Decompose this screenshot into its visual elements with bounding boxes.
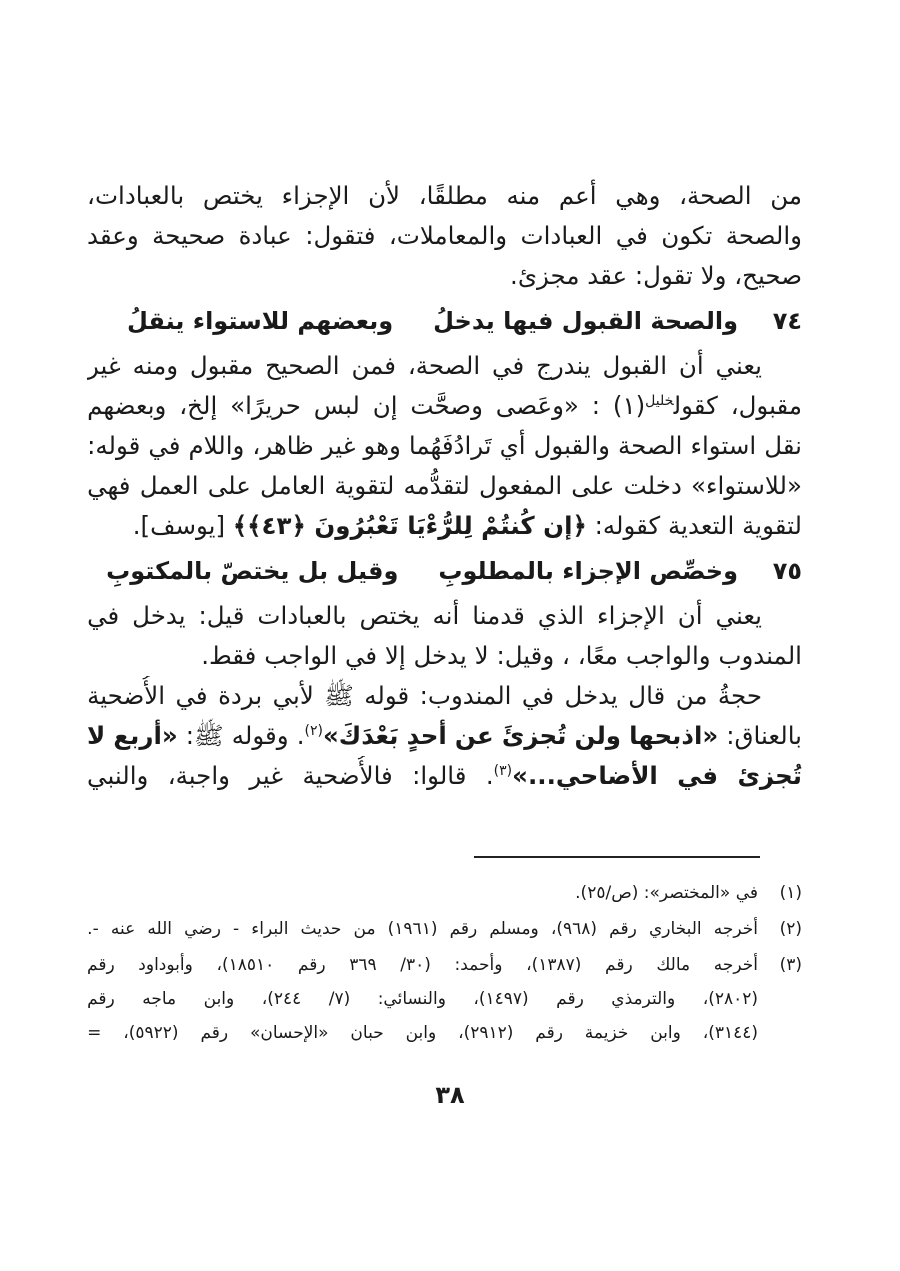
word: ومسلم — [489, 919, 539, 939]
word: وهو — [363, 431, 401, 460]
footnote-marker[interactable]: (٢) — [304, 722, 323, 739]
word: فهي — [87, 471, 131, 500]
word: وابن — [203, 989, 235, 1009]
footnote-number: (١) — [779, 883, 802, 903]
word: يدخل — [132, 601, 186, 630]
footnote-number: (٢) — [779, 919, 802, 939]
verse-hemistich-first: وخصِّص الإجزاء بالمطلوبِ — [438, 557, 738, 585]
verse-75 — [87, 548, 802, 594]
word: (٧/ — [328, 989, 351, 1009]
word: (٢٩١٢)، — [458, 1023, 514, 1043]
word: (١٤٩٧)، — [473, 989, 529, 1009]
word: صحيحة — [152, 221, 226, 250]
word: واللام — [188, 431, 245, 460]
hadith-word: بَعْدَكَ» — [322, 721, 399, 750]
word: أي — [499, 431, 526, 460]
text-line — [87, 216, 802, 256]
word: ظاهر، — [252, 431, 314, 460]
word: معًا، — [577, 641, 619, 670]
verse-hemistich-second: وبعضهم للاستواء ينقلُ — [126, 307, 394, 335]
word: من — [353, 919, 376, 939]
word: = — [87, 1023, 102, 1043]
word-with-footnote — [613, 386, 718, 426]
word: دخلت — [623, 471, 682, 500]
word: ٢٥). — [575, 883, 606, 903]
word: وأبوداود — [138, 955, 193, 975]
word: فمن — [351, 351, 396, 380]
footnotes — [87, 876, 802, 1052]
word: لأبي — [272, 681, 314, 710]
footnote-line — [87, 948, 758, 982]
word: (٩٦٨)، — [550, 919, 598, 939]
word: وقوله — [231, 721, 289, 750]
word: وصحَّت — [410, 391, 483, 420]
word: ٢٤٤)، — [261, 989, 302, 1009]
word: قال — [628, 681, 666, 710]
word: تكون — [661, 221, 713, 250]
word: لبس — [313, 391, 360, 420]
word-with-footnote — [486, 756, 658, 796]
word: (١٣٨٧)، — [526, 955, 582, 975]
text-line — [87, 506, 802, 546]
word: أخرجه — [713, 955, 758, 975]
page-number: ٣٨ — [435, 1081, 465, 1109]
word: المندوب: — [419, 681, 512, 710]
word: الصحيح — [265, 351, 340, 380]
word: يختص — [359, 601, 420, 630]
word: صحيح، — [734, 261, 802, 290]
word: الصحة، — [679, 181, 752, 210]
hadith-word: الأضاحي...» — [512, 761, 658, 790]
word: حريرًا» — [230, 391, 301, 420]
word: (١٩٦١) — [387, 919, 438, 939]
word: على — [571, 471, 615, 500]
word-with-footnote — [297, 716, 399, 756]
word: رقم — [535, 1023, 563, 1043]
word: (٢٨٠٢)، — [702, 989, 758, 1009]
hadith-word: أحدٍ — [406, 721, 447, 750]
word: من — [770, 181, 802, 210]
word: لتقوية — [742, 511, 802, 540]
word: رضي — [184, 919, 221, 939]
word: يدخل — [564, 681, 618, 710]
word: رقم — [87, 989, 115, 1009]
word: العامل — [260, 471, 326, 500]
word: تَرادُفَهُما — [408, 431, 492, 460]
text-line — [87, 716, 802, 756]
word: الذي — [537, 601, 585, 630]
footnote-line — [87, 876, 758, 910]
hadith-word: تُجزئ — [737, 761, 802, 790]
word: عبادة — [238, 221, 292, 250]
word: أن — [678, 351, 704, 380]
word: أن — [677, 601, 703, 630]
word: غير — [87, 351, 121, 380]
word: مالك — [656, 955, 691, 975]
word: قالوا: — [412, 761, 467, 790]
word: إلا — [384, 641, 406, 670]
word: من — [675, 681, 708, 710]
word: خزيمة — [584, 1023, 629, 1043]
word: قيل: — [198, 601, 245, 630]
salawat-glyph: ﷺ — [324, 681, 354, 710]
word: يعني — [715, 351, 762, 380]
footnote-body — [87, 948, 758, 1050]
verse-hemistich-second: وقيل بل يختصّ بالمكتوبِ — [106, 557, 399, 585]
hadith-word: عن — [454, 721, 494, 750]
word: والمعاملات، — [388, 221, 508, 250]
word: رقم — [605, 955, 633, 975]
word: «المختصر»: — [643, 883, 731, 903]
word: واجبة، — [167, 761, 230, 790]
hadith-word: لا — [87, 721, 106, 750]
word: أعم — [558, 181, 597, 210]
word: يختص — [202, 181, 263, 210]
text-line — [87, 346, 802, 386]
word: رقم — [87, 955, 115, 975]
word: عقد — [587, 261, 628, 290]
footnote-marker[interactable]: خليل — [645, 392, 674, 409]
word: «للاستواء» — [691, 471, 802, 500]
word: حبان — [350, 1023, 384, 1043]
text-line — [87, 466, 802, 506]
word: في — [148, 431, 181, 460]
word: المفعول — [479, 471, 563, 500]
word: قوله — [364, 681, 410, 710]
word: رقم — [449, 919, 478, 939]
verse-number: ٧٥ — [772, 557, 802, 585]
word: العمل — [139, 471, 199, 500]
word: فالأُضحية — [302, 761, 393, 790]
text-line — [87, 756, 802, 796]
word: (٣٠/ — [400, 955, 431, 975]
hadith-word: ولن — [574, 721, 622, 750]
word: في — [87, 601, 120, 630]
word: وابن — [650, 1023, 681, 1043]
punctuation: . — [296, 721, 305, 750]
word: في — [175, 681, 208, 710]
footnote-line — [87, 1016, 758, 1050]
salawat-glyph: ﷺ: — [185, 721, 224, 750]
word: في — [492, 351, 525, 380]
word: المندوب — [718, 641, 802, 670]
word: إن — [372, 391, 398, 420]
word: بردة — [218, 681, 263, 710]
word: الله — [147, 919, 172, 939]
word: : — [591, 391, 601, 420]
hadith-word: تُجزئَ — [501, 721, 567, 750]
word: التعدية — [668, 511, 735, 540]
word: رقم — [556, 989, 584, 1009]
word: وقيل: — [496, 641, 555, 670]
text-line — [87, 596, 802, 636]
word: والصحة — [725, 221, 802, 250]
word: (٥٩٢٢)، — [123, 1023, 179, 1043]
word: لا — [474, 641, 489, 670]
word: (٣١٤٤)، — [702, 1023, 758, 1043]
word: الصحة، — [407, 351, 481, 380]
word: (ص/ — [605, 883, 639, 903]
word: القبول — [602, 351, 668, 380]
word: -. — [87, 919, 99, 939]
main-text — [87, 176, 802, 796]
word: لتقدُّمه — [403, 471, 470, 500]
word: ١٨٥١٠)، — [216, 955, 275, 975]
hadith-word: «اذبحها — [629, 721, 719, 750]
footnote-1 — [87, 876, 802, 910]
word: لتقوية — [334, 471, 395, 500]
word: ومنه — [132, 351, 179, 380]
word: ولا — [700, 261, 727, 290]
text-line — [87, 256, 802, 296]
word: إلخ، — [179, 391, 218, 420]
word: والواجب — [625, 641, 711, 670]
paragraph-1 — [87, 176, 802, 296]
text-line — [87, 426, 802, 466]
word: والنسائي: — [377, 989, 446, 1009]
paragraph-4 — [87, 676, 802, 796]
word: عنه — [110, 919, 136, 939]
hadith-word: «أربع — [113, 721, 178, 750]
text-line — [87, 176, 802, 216]
word: فقط. — [201, 641, 257, 670]
text-line — [87, 386, 802, 426]
word: أنه — [432, 601, 460, 630]
word: حجةُ — [717, 681, 762, 710]
footnote-body — [87, 876, 758, 910]
word: في — [615, 221, 648, 250]
word: يدخل — [413, 641, 467, 670]
footnote-body — [87, 912, 758, 946]
word: يندرج — [536, 351, 591, 380]
word: البخاري — [648, 919, 702, 939]
word: أخرجه — [713, 919, 758, 939]
word: رقم — [200, 1023, 229, 1043]
word: البراء — [251, 919, 289, 939]
word: والقبول — [533, 431, 610, 460]
word: بالعناق: — [726, 721, 802, 750]
word: وهي — [615, 181, 661, 210]
verse-hemistich-first: والصحة القبول فيها يدخلُ — [433, 307, 738, 335]
word: الإجزاء — [597, 601, 665, 630]
word: - — [233, 919, 240, 939]
word: غير — [321, 431, 356, 460]
word: والترمذي — [611, 989, 676, 1009]
punctuation: . — [485, 761, 494, 790]
word: تقول: — [634, 261, 693, 290]
word: فتقول: — [305, 221, 376, 250]
word: «وعَصى — [495, 391, 579, 420]
paragraph-3 — [87, 596, 802, 676]
surah-reference: [يوسف]. — [132, 511, 226, 540]
text-line — [87, 676, 802, 716]
word: مقبول، — [730, 391, 802, 420]
word: والنبي — [87, 761, 149, 790]
verse-number: ٧٤ — [772, 307, 802, 335]
word: وأحمد: — [454, 955, 503, 975]
footnote-marker[interactable]: (٣) — [493, 762, 513, 779]
verse-74 — [87, 298, 802, 344]
word: وبعضهم — [87, 391, 167, 420]
word: لأن — [368, 181, 401, 210]
word: ٣٦٩ — [349, 955, 377, 975]
word: بالعبادات، — [87, 181, 185, 210]
word: الإجزاء — [281, 181, 350, 210]
word: على — [207, 471, 251, 500]
word: ، — [561, 641, 570, 670]
word: رقم — [609, 919, 637, 939]
footnote-line — [87, 912, 758, 946]
word: في — [735, 883, 758, 903]
word: في — [521, 681, 555, 710]
word: غير — [249, 761, 284, 790]
footnote-number: (٣) — [779, 955, 802, 975]
word: وابن — [405, 1023, 437, 1043]
word: الواجب — [264, 641, 338, 670]
hadith-word: في — [677, 761, 719, 790]
word: نقل — [764, 431, 802, 460]
word: وعقد — [87, 221, 139, 250]
footnote-separator — [474, 856, 760, 858]
text-line — [87, 636, 802, 676]
word: كقوله: — [594, 511, 661, 540]
word: مقبول — [189, 351, 254, 380]
word: منه — [506, 181, 541, 210]
footnote-line — [87, 982, 758, 1016]
word: مطلقًا، — [418, 181, 488, 210]
word: الأُضحية — [87, 681, 166, 710]
word: الصحة — [618, 431, 683, 460]
word: العبادات — [520, 221, 603, 250]
quran-verse: ﴿إن كُنتُمْ لِلرُّءْيَا تَعْبُرُونَ ﴿٤٣﴾﴾ — [232, 511, 587, 540]
punctuation: (١) — [612, 391, 646, 420]
word: مجزئ. — [510, 261, 580, 290]
word: في — [344, 641, 378, 670]
word: كقول — [673, 391, 718, 420]
word: رقم — [297, 955, 326, 975]
word: استواء — [690, 431, 757, 460]
word: حديث — [300, 919, 342, 939]
word: يعني — [715, 601, 762, 630]
word: ماجه — [142, 989, 177, 1009]
footnote-3 — [87, 948, 802, 1050]
footnote-2 — [87, 912, 802, 946]
word: بالعبادات — [257, 601, 347, 630]
paragraph-2 — [87, 346, 802, 546]
word: قوله: — [87, 431, 141, 460]
word: قدمنا — [472, 601, 525, 630]
word: «الإحسان» — [249, 1023, 329, 1043]
